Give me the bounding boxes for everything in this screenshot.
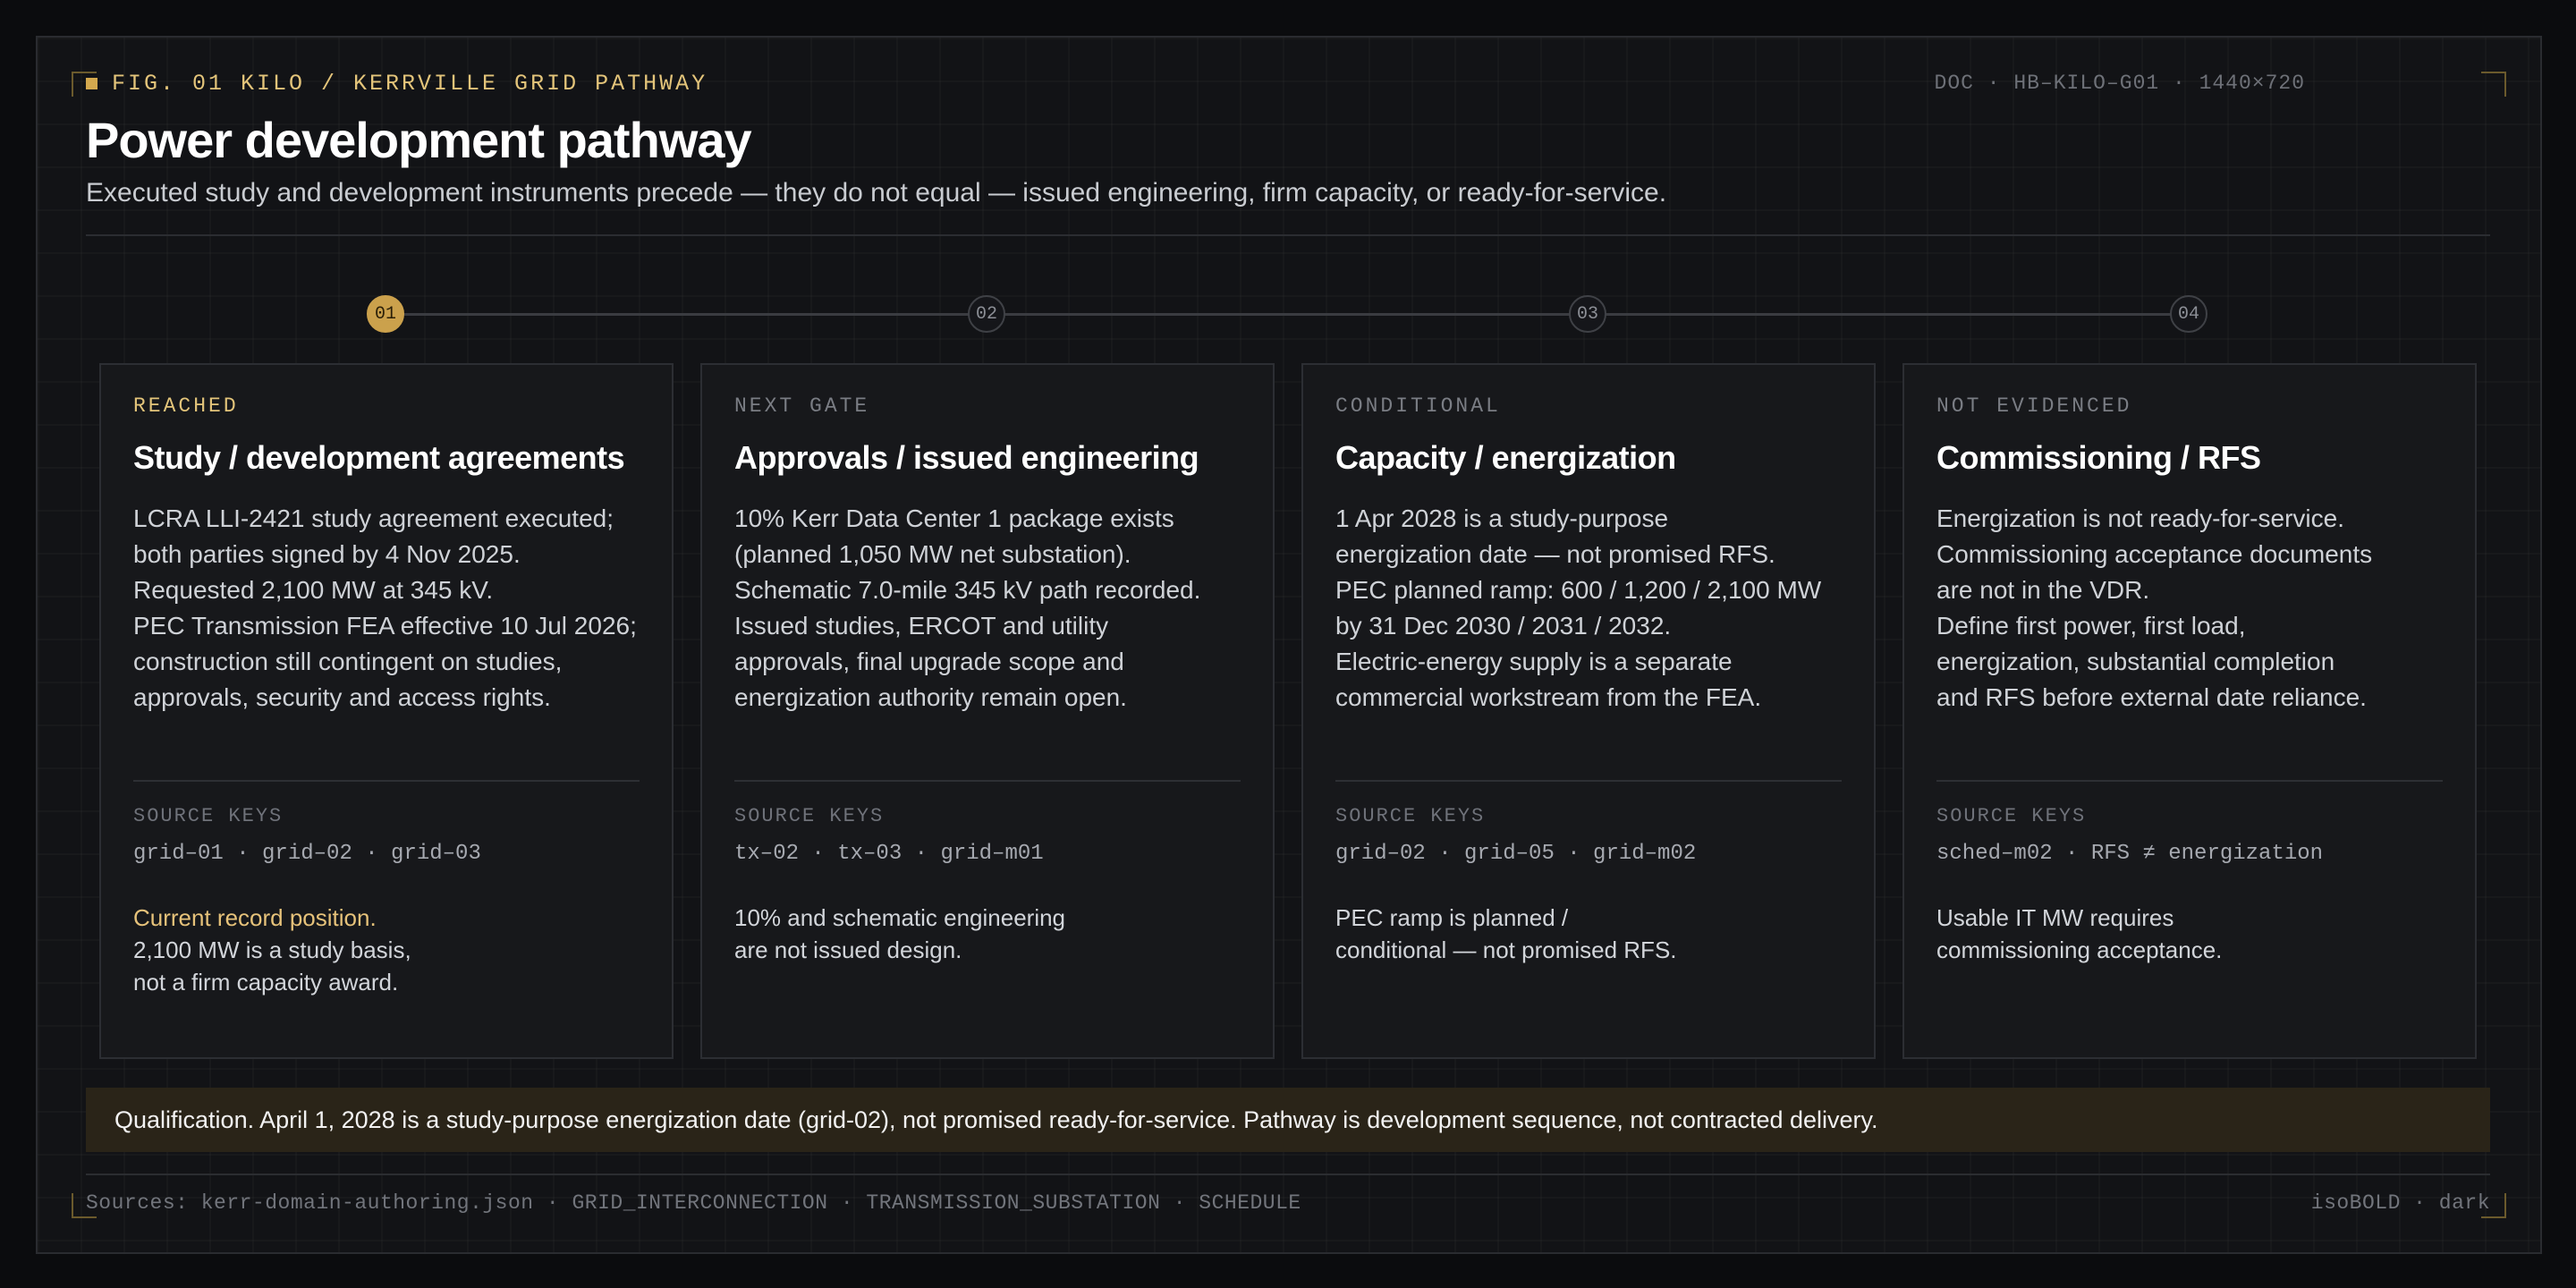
stage-card <box>1301 363 1876 1059</box>
card-note-line: 10% and schematic engineering <box>734 904 1066 931</box>
figure-label-text: FIG. 01 KILO / KERRVILLE GRID PATHWAY <box>112 70 708 97</box>
source-keys-label: SOURCE KEYS <box>133 805 284 827</box>
card-body-line: Requested 2,100 MW at 345 kV. <box>133 576 494 604</box>
card-body-line: by 31 Dec 2030 / 2031 / 2032. <box>1335 612 1672 640</box>
page-title: Power development pathway <box>86 112 751 168</box>
card-title: Commissioning / RFS <box>1936 439 2261 476</box>
corner-mark-top-right <box>2481 72 2506 97</box>
card-note-line: not a firm capacity award. <box>133 969 399 996</box>
card-divider <box>133 780 640 782</box>
card-note-line: Usable IT MW requires <box>1936 904 2174 931</box>
card-body <box>1335 501 1842 733</box>
source-keys: grid–01 · grid–02 · grid–03 <box>133 842 481 866</box>
card-note-line: PEC ramp is planned / <box>1335 904 1569 931</box>
card-body-line: commercial workstream from the FEA. <box>1335 683 1762 711</box>
card-divider <box>734 780 1241 782</box>
step-node-01: 01 <box>367 295 404 333</box>
step-node-04: 04 <box>2170 295 2207 333</box>
card-body-line: 10% Kerr Data Center 1 package exists <box>734 504 1174 532</box>
card-note-highlight: Current record position. <box>133 904 377 931</box>
card-title: Capacity / energization <box>1335 439 1676 476</box>
card-body-line: 1 Apr 2028 is a study-purpose <box>1335 504 1669 532</box>
square-icon <box>86 78 97 89</box>
step-node-02: 02 <box>968 295 1005 333</box>
card-body-line: both parties signed by 4 Nov 2025. <box>133 540 521 568</box>
source-keys-label: SOURCE KEYS <box>1335 805 1486 827</box>
card-body <box>1936 501 2443 733</box>
card-body-line: PEC planned ramp: 600 / 1,200 / 2,100 MW <box>1335 576 1822 604</box>
card-title: Study / development agreements <box>133 439 625 476</box>
step-node-03: 03 <box>1569 295 1606 333</box>
footer-brand: isoBOLD · dark <box>2310 1191 2490 1215</box>
card-status: CONDITIONAL <box>1335 394 1501 418</box>
footer-sources: Sources: kerr-domain-authoring.json · GRID_INTERCONNECTION · TRANSMISSION_SUBSTATION · SCHEDULE <box>86 1191 1301 1215</box>
card-body-line: approvals, security and access rights. <box>133 683 551 711</box>
card-status: NEXT GATE <box>734 394 870 418</box>
card-body <box>734 501 1241 733</box>
card-note-line: conditional — not promised RFS. <box>1335 936 1677 963</box>
card-note <box>734 902 1241 966</box>
card-body-line: are not in the VDR. <box>1936 576 2150 604</box>
card-body-line: Schematic 7.0-mile 345 kV path recorded. <box>734 576 1201 604</box>
card-body-line: construction still contingent on studies, <box>133 648 563 675</box>
card-note-line: 2,100 MW is a study basis, <box>133 936 411 963</box>
source-keys-label: SOURCE KEYS <box>1936 805 2087 827</box>
card-body-line: energization date — not promised RFS. <box>1335 540 1775 568</box>
page-subtitle: Executed study and development instruments precede — they do not equal — issued engineering, firm capacity, or ready-for-service. <box>86 178 1667 208</box>
card-body-line: LCRA LLI-2421 study agreement executed; <box>133 504 614 532</box>
card-body-line: and RFS before external date reliance. <box>1936 683 2367 711</box>
card-divider <box>1936 780 2443 782</box>
qualification-banner <box>86 1088 2490 1152</box>
qualification-text: Qualification. April 1, 2028 is a study-purpose energization date (grid-02), not promised ready-for-service. Pathway is development sequence, not contracted delivery. <box>114 1106 1878 1133</box>
card-body-line: energization, substantial completion <box>1936 648 2335 675</box>
card-note <box>133 902 640 998</box>
source-keys: sched–m02 · RFS ≠ energization <box>1936 842 2324 866</box>
source-keys: grid–02 · grid–05 · grid–m02 <box>1335 842 1697 866</box>
card-body-line: Define first power, first load, <box>1936 612 2246 640</box>
card-body-line: approvals, final upgrade scope and <box>734 648 1124 675</box>
card-body-line: Issued studies, ERCOT and utility <box>734 612 1109 640</box>
card-body-line: Energization is not ready-for-service. <box>1936 504 2344 532</box>
header-divider <box>86 234 2490 236</box>
card-note <box>1936 902 2443 966</box>
card-note <box>1335 902 1842 966</box>
timeline-track <box>385 313 2188 316</box>
card-body-line: Electric-energy supply is a separate <box>1335 648 1733 675</box>
source-keys: tx–02 · tx–03 · grid–m01 <box>734 842 1044 866</box>
stage-card <box>700 363 1275 1059</box>
card-body-line: Commissioning acceptance documents <box>1936 540 2373 568</box>
card-body-line: energization authority remain open. <box>734 683 1127 711</box>
card-body-line: PEC Transmission FEA effective 10 Jul 2026; <box>133 612 637 640</box>
card-body-line: (planned 1,050 MW net substation). <box>734 540 1131 568</box>
card-note-line: are not issued design. <box>734 936 962 963</box>
source-keys-label: SOURCE KEYS <box>734 805 885 827</box>
stage-card <box>99 363 674 1059</box>
figure-label <box>86 70 708 97</box>
card-body <box>133 501 640 733</box>
document-id: DOC · HB–KILO–G01 · 1440×720 <box>1934 72 2305 95</box>
footer-divider <box>86 1174 2490 1175</box>
card-title: Approvals / issued engineering <box>734 439 1199 476</box>
card-divider <box>1335 780 1842 782</box>
card-status: REACHED <box>133 394 239 418</box>
card-status: NOT EVIDENCED <box>1936 394 2132 418</box>
stage-card <box>1902 363 2477 1059</box>
card-note-line: commissioning acceptance. <box>1936 936 2223 963</box>
